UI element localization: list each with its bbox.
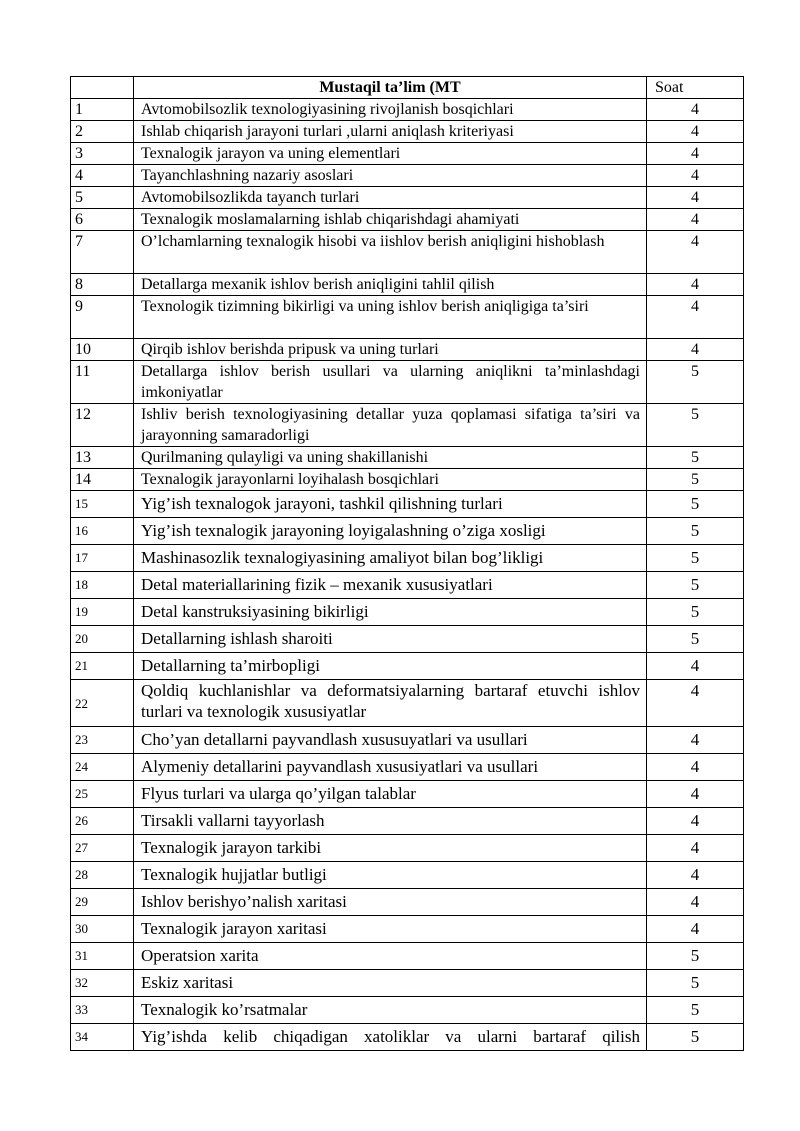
row-hours: 5 — [647, 626, 744, 653]
row-topic: O’lchamlarning texnalogik hisobi va iishlov berish aniqligini hishoblash — [134, 231, 647, 274]
row-number: 26 — [71, 808, 134, 835]
table-row — [71, 727, 744, 754]
row-hours: 4 — [647, 916, 744, 943]
table-row — [71, 599, 744, 626]
row-topic: Eskiz xaritasi — [134, 970, 647, 997]
row-hours: 5 — [647, 518, 744, 545]
row-hours: 5 — [647, 447, 744, 469]
row-topic: Yig’ish texnalogik jarayoning loyigalashning o’ziga xosligi — [134, 518, 647, 545]
row-hours: 4 — [647, 187, 744, 209]
row-number: 14 — [71, 469, 134, 491]
self-study-table — [70, 76, 744, 1051]
table-row — [71, 997, 744, 1024]
row-hours: 5 — [647, 997, 744, 1024]
row-topic: Yig’ishda kelib chiqadigan xatoliklar va ularni bartaraf qilish — [134, 1024, 647, 1051]
row-hours: 4 — [647, 808, 744, 835]
table-row — [71, 274, 744, 296]
row-number: 20 — [71, 626, 134, 653]
row-number: 13 — [71, 447, 134, 469]
row-number: 34 — [71, 1024, 134, 1051]
row-number: 2 — [71, 121, 134, 143]
row-hours: 5 — [647, 943, 744, 970]
row-topic: Ishlab chiqarish jarayoni turlari ,ularni aniqlash kriteriyasi — [134, 121, 647, 143]
row-topic: Tayanchlashning nazariy asoslari — [134, 165, 647, 187]
table-row — [71, 626, 744, 653]
row-topic: Texnologik tizimning bikirligi va uning ishlov berish aniqligiga ta’siri — [134, 296, 647, 339]
row-topic: Texnalogik moslamalarning ishlab chiqarishdagi ahamiyati — [134, 209, 647, 231]
row-hours: 5 — [647, 491, 744, 518]
row-number: 21 — [71, 653, 134, 680]
table-row — [71, 916, 744, 943]
row-topic: Qurilmaning qulayligi va uning shakillanishi — [134, 447, 647, 469]
row-number: 27 — [71, 835, 134, 862]
row-hours: 4 — [647, 209, 744, 231]
row-number: 29 — [71, 889, 134, 916]
row-number: 7 — [71, 231, 134, 274]
table-row — [71, 943, 744, 970]
row-hours: 5 — [647, 1024, 744, 1051]
table-row — [71, 653, 744, 680]
row-number: 19 — [71, 599, 134, 626]
table-title: Mustaqil ta’lim (MT — [134, 77, 647, 99]
row-topic: Detal materiallarining fizik – mexanik xususiyatlari — [134, 572, 647, 599]
table-row — [71, 447, 744, 469]
row-number: 32 — [71, 970, 134, 997]
row-topic: Avtomobilsozlikda tayanch turlari — [134, 187, 647, 209]
row-topic: Tirsakli vallarni tayyorlash — [134, 808, 647, 835]
row-hours: 4 — [647, 339, 744, 361]
table-row — [71, 889, 744, 916]
row-number: 33 — [71, 997, 134, 1024]
row-hours: 4 — [647, 680, 744, 727]
row-number: 1 — [71, 99, 134, 121]
table-row — [71, 469, 744, 491]
row-topic: Yig’ish texnalogok jarayoni, tashkil qilishning turlari — [134, 491, 647, 518]
table-row — [71, 754, 744, 781]
row-number: 4 — [71, 165, 134, 187]
row-number: 15 — [71, 491, 134, 518]
row-topic: Texnalogik jarayon xaritasi — [134, 916, 647, 943]
row-hours: 4 — [647, 835, 744, 862]
table-header-row — [71, 77, 744, 99]
row-number: 22 — [71, 680, 134, 727]
table-row — [71, 143, 744, 165]
row-hours: 4 — [647, 231, 744, 274]
table-row — [71, 1024, 744, 1051]
row-hours: 5 — [647, 572, 744, 599]
row-number: 18 — [71, 572, 134, 599]
row-topic: Texnalogik ko’rsatmalar — [134, 997, 647, 1024]
row-topic: Cho’yan detallarni payvandlash xususuyatlari va usullari — [134, 727, 647, 754]
table-row — [71, 121, 744, 143]
row-topic: Operatsion xarita — [134, 943, 647, 970]
row-topic: Detallarning ishlash sharoiti — [134, 626, 647, 653]
row-hours: 4 — [647, 296, 744, 339]
row-topic: Texnalogik hujjatlar butligi — [134, 862, 647, 889]
table-row — [71, 491, 744, 518]
row-hours: 4 — [647, 165, 744, 187]
row-hours: 4 — [647, 653, 744, 680]
row-hours: 4 — [647, 727, 744, 754]
table-row — [71, 404, 744, 447]
row-topic: Flyus turlari va ularga qo’yilgan talablar — [134, 781, 647, 808]
row-topic: Ishlov berishyo’nalish xaritasi — [134, 889, 647, 916]
table-row — [71, 545, 744, 572]
row-number: 23 — [71, 727, 134, 754]
table-row — [71, 296, 744, 339]
row-number: 12 — [71, 404, 134, 447]
row-topic: Mashinasozlik texnalogiyasining amaliyot bilan bog’likligi — [134, 545, 647, 572]
table-row — [71, 187, 744, 209]
row-hours: 5 — [647, 469, 744, 491]
table-row — [71, 339, 744, 361]
row-number: 6 — [71, 209, 134, 231]
row-hours: 5 — [647, 404, 744, 447]
row-number: 3 — [71, 143, 134, 165]
table-row — [71, 231, 744, 274]
row-topic: Detallarga ishlov berish usullari va ularning aniqlikni ta’minlashdagi imkoniyatlar — [134, 361, 647, 404]
row-number: 11 — [71, 361, 134, 404]
row-number: 16 — [71, 518, 134, 545]
row-hours: 5 — [647, 361, 744, 404]
row-hours: 4 — [647, 143, 744, 165]
table-row — [71, 572, 744, 599]
row-topic: Qirqib ishlov berishda pripusk va uning turlari — [134, 339, 647, 361]
table-row — [71, 518, 744, 545]
row-hours: 4 — [647, 889, 744, 916]
row-topic: Texnalogik jarayon tarkibi — [134, 835, 647, 862]
table-row — [71, 970, 744, 997]
row-topic: Detallarga mexanik ishlov berish aniqligini tahlil qilish — [134, 274, 647, 296]
row-number: 10 — [71, 339, 134, 361]
row-number: 5 — [71, 187, 134, 209]
table-row — [71, 165, 744, 187]
row-number: 31 — [71, 943, 134, 970]
header-hours-cell: Soat — [647, 77, 744, 99]
row-topic: Texnalogik jarayonlarni loyihalash bosqichlari — [134, 469, 647, 491]
row-number: 24 — [71, 754, 134, 781]
row-hours: 4 — [647, 274, 744, 296]
table-row — [71, 862, 744, 889]
row-hours: 4 — [647, 754, 744, 781]
row-topic: Detal kanstruksiyasining bikirligi — [134, 599, 647, 626]
row-number: 25 — [71, 781, 134, 808]
table-row — [71, 835, 744, 862]
row-number: 17 — [71, 545, 134, 572]
row-topic: Alymeniy detallarini payvandlash xususiyatlari va usullari — [134, 754, 647, 781]
row-number: 8 — [71, 274, 134, 296]
row-hours: 4 — [647, 862, 744, 889]
row-hours: 4 — [647, 121, 744, 143]
table-row — [71, 680, 744, 727]
table-row — [71, 209, 744, 231]
row-hours: 4 — [647, 781, 744, 808]
table-body — [71, 99, 744, 1051]
table-row — [71, 808, 744, 835]
row-hours: 5 — [647, 545, 744, 572]
table-row — [71, 361, 744, 404]
row-topic: Qoldiq kuchlanishlar va deformatsiyalarning bartaraf etuvchi ishlov turlari va texnologik xususiyatlar — [134, 680, 647, 727]
row-topic: Texnalogik jarayon va uning elementlari — [134, 143, 647, 165]
table-row — [71, 781, 744, 808]
row-topic: Ishliv berish texnologiyasining detallar yuza qoplamasi sifatiga ta’siri va jarayonning samaradorligi — [134, 404, 647, 447]
row-number: 30 — [71, 916, 134, 943]
row-number: 28 — [71, 862, 134, 889]
row-hours: 5 — [647, 970, 744, 997]
row-hours: 4 — [647, 99, 744, 121]
row-topic: Detallarning ta’mirbopligi — [134, 653, 647, 680]
row-number: 9 — [71, 296, 134, 339]
row-hours: 5 — [647, 599, 744, 626]
header-number-cell — [71, 77, 134, 99]
table-row — [71, 99, 744, 121]
row-topic: Avtomobilsozlik texnologiyasining rivojlanish bosqichlari — [134, 99, 647, 121]
